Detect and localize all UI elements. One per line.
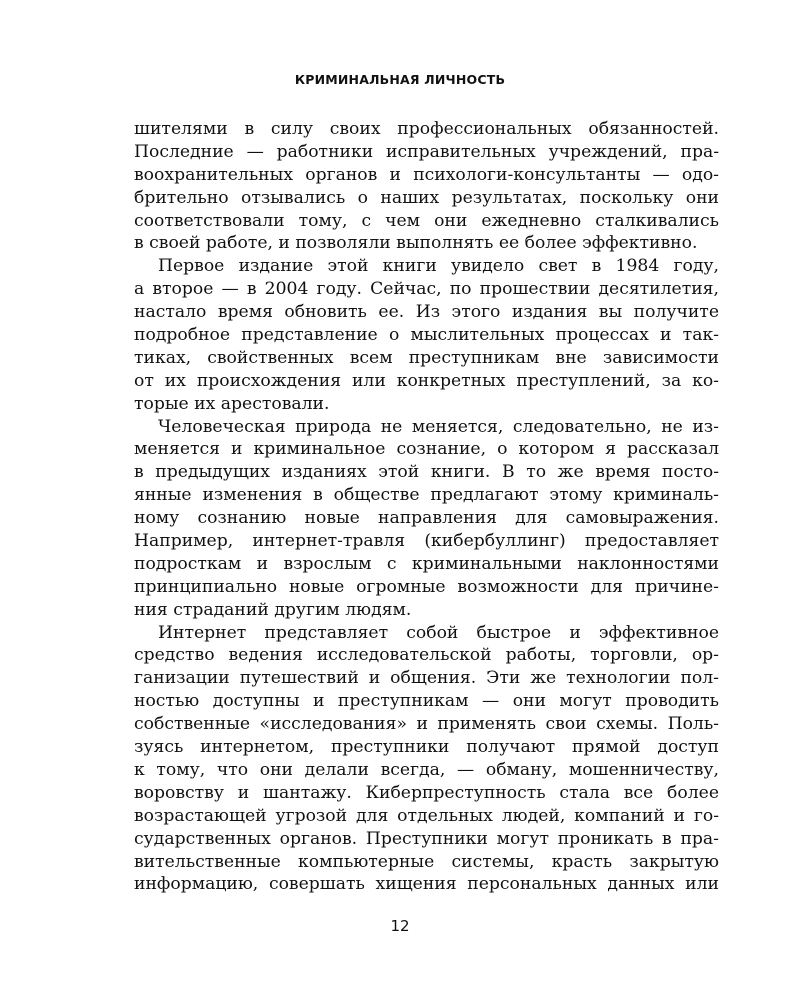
text-line: ному сознанию новые направления для самовыражения. xyxy=(134,508,719,529)
text-line: подросткам и взрослым с криминальными наклонностями xyxy=(134,553,719,574)
paragraph xyxy=(134,118,719,255)
body-text xyxy=(134,118,719,896)
text-line: ганизации путешествий и общения. Эти же технологии пол- xyxy=(134,668,719,689)
paragraph xyxy=(134,255,719,415)
paragraph xyxy=(134,622,719,897)
text-line: тиках, свойственных всем преступникам вне зависимости xyxy=(134,347,719,368)
text-line: в своей работе, и позволяли выполнять ее более эффективно. xyxy=(134,233,698,254)
text-line: Например, интернет-травля (кибербуллинг) предоставляет xyxy=(134,531,719,552)
text-line: шителями в силу своих профессиональных обязанностей. xyxy=(134,119,719,139)
text-line: а второе — в 2004 году. Сейчас, по прошествии десятилетия, xyxy=(134,279,719,300)
text-line: зуясь интернетом, преступники получают прямой доступ xyxy=(134,737,719,758)
text-line: Интернет представляет собой быстрое и эффективное xyxy=(158,622,719,643)
text-line: Первое издание этой книги увидело свет в 1984 году, xyxy=(158,256,719,277)
text-line: Человеческая природа не меняется, следовательно, не из- xyxy=(158,416,719,437)
text-line: ностью доступны и преступникам — они могут проводить xyxy=(134,691,719,712)
text-line: средство ведения исследовательской работы, торговли, ор- xyxy=(134,645,719,666)
text-line: Последние — работники исправительных учреждений, пра- xyxy=(134,141,719,162)
text-line: ния страданий другим людям. xyxy=(134,599,412,620)
text-line: торые их арестовали. xyxy=(134,393,330,414)
text-line: воохранительных органов и психологи-консультанты — одо- xyxy=(134,164,719,185)
text-line: принципиально новые огромные возможности для причине- xyxy=(134,576,719,597)
text-line: подробное представление о мыслительных процессах и так- xyxy=(134,325,719,346)
running-title: КРИМИНАЛЬНАЯ ЛИЧНОСТЬ xyxy=(294,72,506,87)
text-line: информацию, совершать хищения персональных данных или xyxy=(134,874,719,895)
text-line: в предыдущих изданиях этой книги. В то же время посто- xyxy=(134,462,719,483)
text-line: брительно отзывались о наших результатах, поскольку они xyxy=(134,187,719,208)
paragraph xyxy=(134,416,719,622)
text-line: от их происхождения или конкретных преступлений, за ко- xyxy=(134,370,719,391)
text-line: меняется и криминальное сознание, о котором я рассказал xyxy=(134,439,719,460)
text-line: настало время обновить ее. Из этого издания вы получите xyxy=(134,302,719,323)
text-line: к тому, что они делали всегда, — обману, мошенничеству, xyxy=(134,759,719,780)
text-line: вительственные компьютерные системы, красть закрытую xyxy=(134,851,719,872)
text-line: соответствовали тому, с чем они ежедневно сталкивались xyxy=(134,210,719,231)
text-line: возрастающей угрозой для отдельных людей, компаний и го- xyxy=(134,805,719,826)
text-line: собственные «исследования» и применять свои схемы. Поль- xyxy=(134,714,719,735)
text-line: сударственных органов. Преступники могут проникать в пра- xyxy=(134,828,719,849)
page-number: 12 xyxy=(390,917,410,935)
text-line: янные изменения в обществе предлагают этому криминаль- xyxy=(134,485,719,506)
text-line: воровству и шантажу. Киберпреступность стала все более xyxy=(134,782,719,803)
